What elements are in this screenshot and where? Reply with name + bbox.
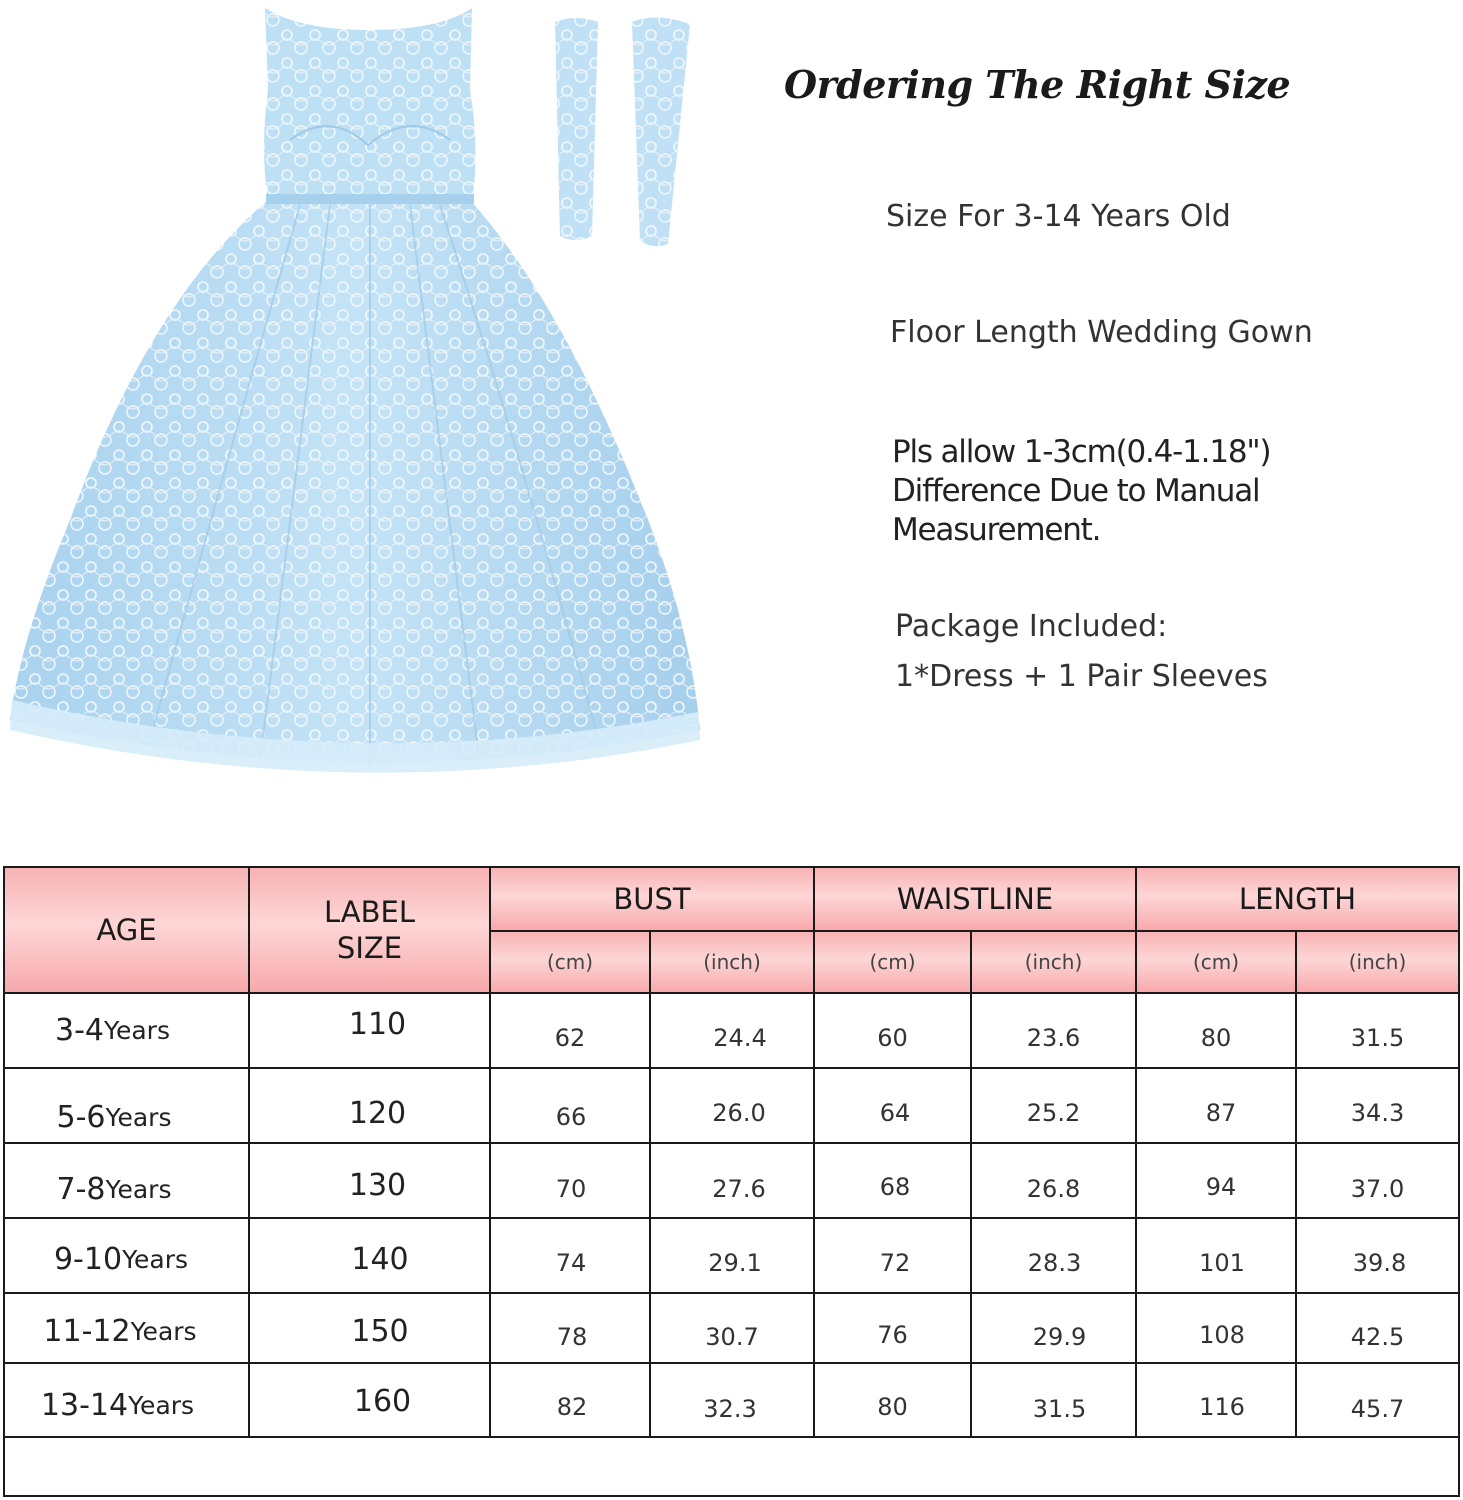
age-value: 11-12 [43, 1313, 131, 1349]
lace-sleeves [555, 17, 690, 246]
header-length-cm [1137, 932, 1295, 992]
product-photo [0, 0, 720, 820]
age-value: 5-6 [56, 1099, 106, 1135]
cell-length-inch: 45.7 [1350, 1395, 1405, 1423]
cell-age [5, 1082, 223, 1152]
header-length [1137, 868, 1458, 930]
unit-text: (cm) [869, 950, 916, 974]
header-bust-cm [491, 932, 649, 992]
cell-bust-inch: 26.0 [712, 1099, 766, 1127]
cell-waist-cm: 76 [877, 1321, 908, 1349]
info-bullet-size-range [886, 197, 1231, 237]
unit-text: (inch) [1348, 950, 1407, 974]
cell-waist-cm: 80 [877, 1393, 908, 1421]
age-unit: Years [122, 1244, 189, 1274]
bullet-text: 1*Dress + 1 Pair Sleeves [895, 659, 1268, 694]
cell-waist-inch: 23.6 [1026, 1024, 1081, 1052]
header-bust [491, 868, 813, 930]
info-bullet-gown-length [890, 313, 1313, 353]
info-title: Ordering The Right Size [784, 62, 1291, 107]
header-label-size [250, 868, 489, 992]
age-unit: Years [128, 1390, 195, 1420]
cell-bust-cm: 78 [556, 1323, 588, 1351]
age-value: 7-8 [56, 1171, 106, 1207]
age-unit: Years [130, 1316, 197, 1346]
cell-bust-inch: 27.6 [712, 1175, 766, 1203]
cell-bust-cm: 82 [556, 1393, 588, 1421]
dress-illustration [0, 0, 720, 820]
cell-bust-cm: 74 [555, 1249, 587, 1277]
header-bust-text: BUST [613, 882, 691, 916]
header-label-text: LABEL [323, 895, 416, 929]
cell-waist-cm: 68 [879, 1173, 911, 1201]
cell-label-size: 130 [348, 1167, 407, 1203]
cell-length-inch: 42.5 [1350, 1323, 1405, 1351]
header-waistline-text: WAISTLINE [896, 882, 1054, 916]
cell-length-cm: 87 [1205, 1099, 1237, 1127]
info-bullet-measurement-note [892, 433, 1270, 550]
cell-label-size: 110 [348, 1006, 407, 1042]
cell-bust-inch: 30.7 [705, 1323, 759, 1351]
cell-length-inch: 39.8 [1352, 1249, 1407, 1277]
cell-bust-inch: 24.4 [713, 1024, 767, 1052]
cell-bust-cm: 70 [555, 1175, 587, 1203]
cell-waist-inch: 31.5 [1032, 1395, 1087, 1423]
cell-bust-inch: 32.3 [703, 1395, 757, 1423]
bullet-text: Package Included: [895, 609, 1168, 644]
header-length-text: LENGTH [1238, 882, 1357, 916]
cell-length-inch: 34.3 [1350, 1099, 1405, 1127]
age-value: 9-10 [53, 1241, 123, 1277]
age-unit: Years [105, 1174, 172, 1204]
cell-waist-inch: 25.2 [1026, 1099, 1081, 1127]
bullet-text: Measurement. [892, 512, 1101, 548]
cell-waist-inch: 28.3 [1027, 1249, 1082, 1277]
cell-age [5, 1298, 235, 1364]
age-value: 3-4 [55, 1013, 105, 1048]
grid-line [491, 930, 1458, 932]
size-chart-table [3, 866, 1460, 1497]
unit-text: (inch) [1024, 950, 1083, 974]
age-unit: Years [104, 1016, 170, 1045]
cell-age [5, 1372, 230, 1438]
info-bullet-package [895, 607, 1268, 697]
cell-length-cm: 101 [1199, 1249, 1245, 1277]
cell-label-size: 120 [348, 1095, 407, 1131]
cell-age [5, 994, 220, 1067]
header-length-inch [1297, 932, 1458, 992]
header-waist-inch [972, 932, 1135, 992]
bullet-text: Size For 3-14 Years Old [886, 199, 1231, 234]
cell-length-cm: 116 [1199, 1393, 1245, 1421]
cell-age [5, 1224, 237, 1294]
bullet-text: Pls allow 1-3cm(0.4-1.18") [892, 434, 1271, 470]
cell-waist-cm: 72 [879, 1249, 911, 1277]
cell-length-inch: 37.0 [1350, 1175, 1405, 1203]
cell-bust-cm: 66 [555, 1103, 587, 1131]
grid-line [5, 992, 1458, 994]
unit-text: (cm) [1192, 950, 1240, 974]
unit-text: (inch) [703, 950, 761, 974]
cell-waist-cm: 60 [877, 1024, 908, 1052]
cell-waist-inch: 26.8 [1026, 1175, 1081, 1203]
cell-label-size: 150 [351, 1313, 409, 1349]
cell-length-cm: 94 [1205, 1173, 1237, 1201]
header-age [5, 868, 248, 992]
cell-length-cm: 108 [1199, 1321, 1245, 1349]
cell-bust-inch: 29.1 [708, 1249, 762, 1277]
header-size-text: SIZE [336, 931, 403, 965]
bullet-text: Floor Length Wedding Gown [890, 315, 1313, 350]
cell-waist-cm: 64 [879, 1099, 911, 1127]
header-waistline [815, 868, 1135, 930]
age-value: 13-14 [40, 1387, 129, 1423]
cell-bust-cm: 62 [554, 1024, 586, 1052]
cell-label-size: 160 [353, 1383, 412, 1419]
header-bust-inch [651, 932, 813, 992]
bullet-text: Difference Due to Manual [892, 473, 1260, 509]
cell-waist-inch: 29.9 [1032, 1323, 1087, 1351]
cell-age [5, 1154, 223, 1224]
header-age-text: AGE [96, 913, 157, 947]
age-unit: Years [105, 1102, 172, 1132]
cell-length-cm: 80 [1200, 1024, 1232, 1052]
cell-length-inch: 31.5 [1350, 1024, 1405, 1052]
header-waist-cm [815, 932, 970, 992]
unit-text: (cm) [546, 950, 594, 974]
cell-label-size: 140 [351, 1241, 409, 1277]
